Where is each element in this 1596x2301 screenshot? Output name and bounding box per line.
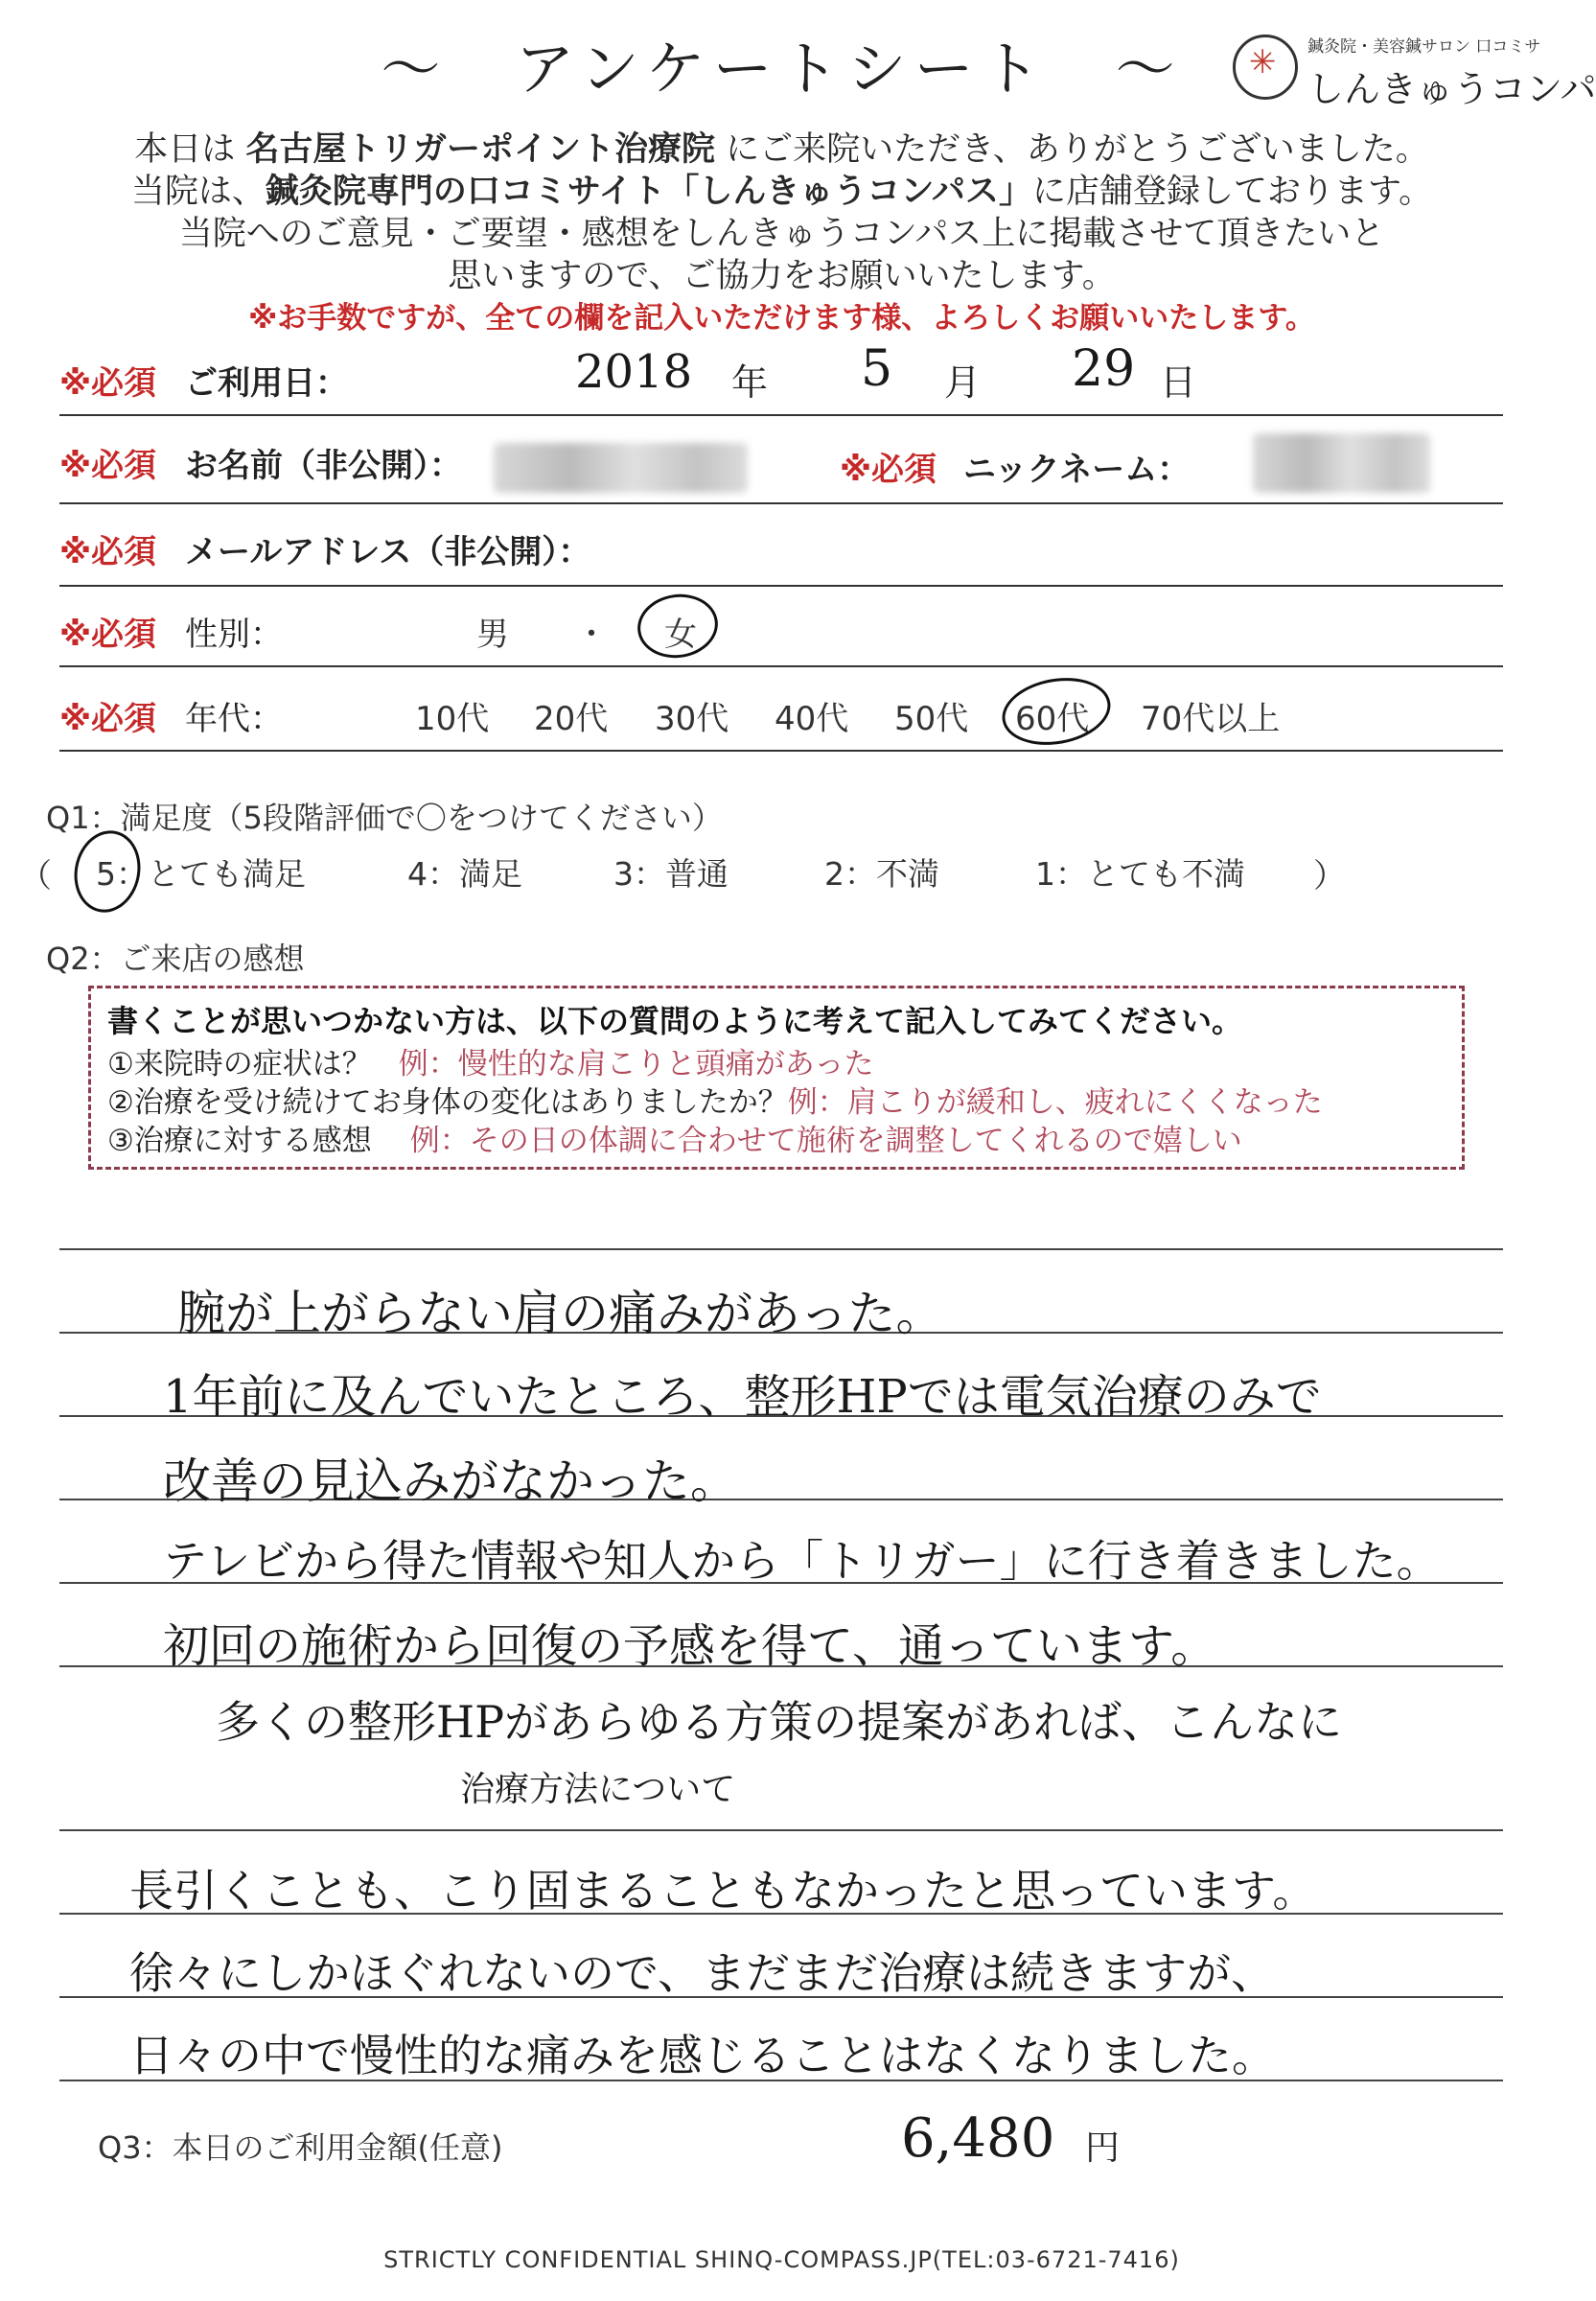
required-mark: ※必須 xyxy=(59,700,157,738)
age-option: 60代 xyxy=(1015,700,1090,738)
writing-line xyxy=(59,1829,1503,1831)
q1-option: 3：普通 xyxy=(613,855,729,893)
email-label: メールアドレス（非公開）： xyxy=(185,533,591,571)
age-option: 10代 xyxy=(415,700,490,738)
row-divider xyxy=(59,502,1503,504)
q1-option: 4：満足 xyxy=(407,855,522,893)
date-label: ご利用日： xyxy=(185,364,348,403)
q1-option: 1：とても不満 xyxy=(1035,855,1245,893)
age-label: 年代： xyxy=(185,700,283,738)
answer-line: 改善の見込みがなかった。 xyxy=(163,1453,738,1509)
name-redacted xyxy=(494,443,748,493)
nickname-label: ニックネーム： xyxy=(963,451,1191,489)
writing-line xyxy=(59,1248,1503,1250)
gender-label: 性別： xyxy=(185,616,283,654)
age-option: 20代 xyxy=(534,700,609,738)
answer-line: 多くの整形HPがあらゆる方策の提案があれば、こんなに xyxy=(216,1696,1343,1748)
answer-insert-note: 治療方法について xyxy=(460,1770,736,1809)
month-unit: 月 xyxy=(944,361,982,404)
q3-amount: 6,480 xyxy=(901,2107,1055,2170)
date-year: 2018 xyxy=(575,345,693,399)
gender-male: 男 xyxy=(476,616,509,654)
required-mark: ※必須 xyxy=(840,451,937,489)
intro-line-4: 思いますので、ご協力をお願いいたします。 xyxy=(448,257,1116,295)
gender-dot: ・ xyxy=(575,616,608,654)
hint-heading: 書くことが思いつかない方は、以下の質問のように考えて記入してみてください。 xyxy=(107,1003,1243,1039)
page-title: ～ アンケートシート ～ xyxy=(381,34,1183,104)
q1-option: 5：とても満足 xyxy=(96,855,306,893)
q1-open-paren: （ xyxy=(19,857,52,895)
selection-circle xyxy=(634,589,722,662)
year-unit: 年 xyxy=(731,361,769,404)
nickname-redacted xyxy=(1253,433,1430,493)
answer-line: テレビから得た情報や知人から「トリガー」に行き着きました。 xyxy=(163,1535,1441,1587)
row-divider xyxy=(59,665,1503,667)
intro-notice: ※お手数ですが、全ての欄を記入いただけます様、よろしくお願いいたします。 xyxy=(248,301,1315,336)
date-month: 5 xyxy=(861,340,893,398)
required-mark: ※必須 xyxy=(59,447,157,485)
day-unit: 日 xyxy=(1160,361,1197,404)
logo-name: しんきゅうコンパ xyxy=(1307,68,1596,110)
row-divider xyxy=(59,414,1503,416)
intro-line-3: 当院へのご意見・ご要望・感想をしんきゅうコンパス上に掲載させて頂きたいと xyxy=(178,215,1385,253)
q2-title: Q2：ご来店の感想 xyxy=(46,941,305,977)
hint-item: ②治療を受け続けてお身体の変化はありましたか？例：肩こりが緩和し、疲れにくくなった xyxy=(107,1085,1323,1120)
name-label: お名前（非公開）： xyxy=(185,447,462,485)
q1-title: Q1：満足度（5段階評価で〇をつけてください） xyxy=(46,800,723,836)
required-mark: ※必須 xyxy=(59,533,157,571)
row-divider xyxy=(59,750,1503,752)
selection-circle xyxy=(67,825,148,918)
answer-line: 腕が上がらない肩の痛みがあった。 xyxy=(177,1286,944,1341)
row-divider xyxy=(59,585,1503,587)
required-mark: ※必須 xyxy=(59,616,157,654)
q3-unit: 円 xyxy=(1085,2128,1121,2168)
logo-tagline: 鍼灸院・美容鍼サロン 口コミサ xyxy=(1307,37,1541,57)
q3-title: Q3：本日のご利用金額(任意) xyxy=(98,2129,503,2166)
logo-icon xyxy=(1233,35,1298,100)
gender-female: 女 xyxy=(664,616,697,654)
answer-line: 初回の施術から回復の予感を得て、通っています。 xyxy=(163,1619,1217,1673)
answer-line: 1年前に及んでいたところ、整形HPでは電気治療のみで xyxy=(163,1370,1322,1424)
intro-text xyxy=(0,128,1563,339)
age-option: 40代 xyxy=(775,700,849,738)
answer-line: 徐々にしかほぐれないので、まだまだ治療は続きますが、 xyxy=(129,1947,1276,1999)
selection-circle xyxy=(997,670,1116,754)
hint-item: ③治療に対する感想 例：その日の体調に合わせて施術を調整してくれるので嬉しい xyxy=(107,1124,1242,1158)
age-option: 50代 xyxy=(894,700,969,738)
q1-close-paren: ） xyxy=(1313,857,1346,895)
answer-line: 長引くことも、こり固まることもなかったと思っています。 xyxy=(129,1865,1317,1917)
required-mark: ※必須 xyxy=(59,364,157,403)
answer-line: 日々の中で慢性的な痛みを感じることはなくなりました。 xyxy=(129,2030,1276,2081)
age-option: 70代以上 xyxy=(1141,700,1281,738)
logo xyxy=(1233,27,1596,110)
footer: STRICTLY CONFIDENTIAL SHINQ-COMPASS.JP(TEL:03-6721-7416) xyxy=(383,2246,1180,2273)
hint-item: ①来院時の症状は？ 例：慢性的な肩こりと頭痛があった xyxy=(107,1047,874,1081)
date-day: 29 xyxy=(1072,340,1136,398)
age-option: 30代 xyxy=(655,700,729,738)
intro-line-2: 当院は、鍼灸院専門の口コミサイト「しんきゅうコンパス」に店舗登録しております。 xyxy=(130,173,1433,211)
q1-option: 2：不満 xyxy=(824,855,939,893)
intro-line-1: 本日は 名古屋トリガーポイント治療院 にご来院いただき、ありがとうございました。 xyxy=(134,130,1429,169)
